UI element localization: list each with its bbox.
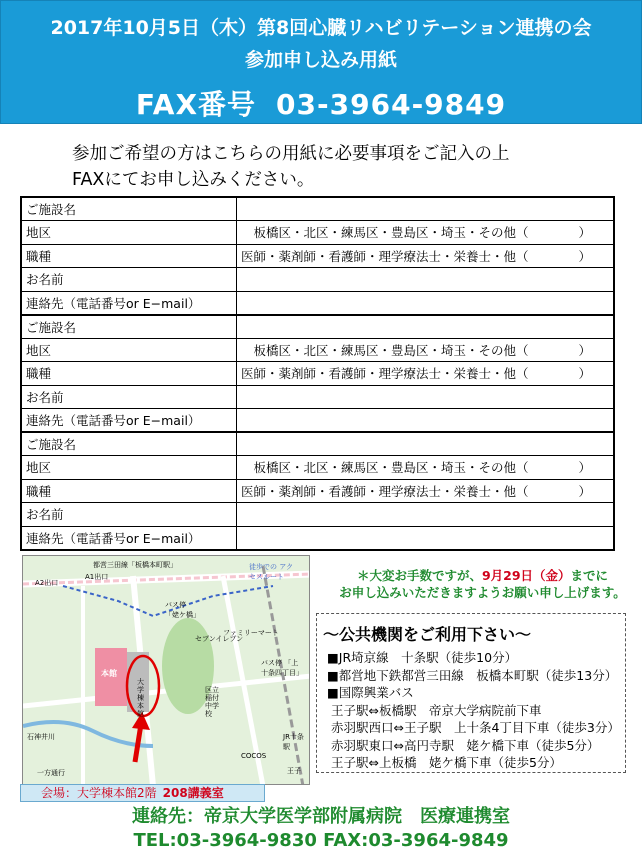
map-label-venue-building: 大学棟本館 [137, 678, 144, 718]
facility-label: ご施設名 [21, 432, 236, 456]
name-field[interactable] [236, 503, 614, 527]
map-label-access: 徒歩での アクセスルート [249, 563, 294, 581]
form-row-job [21, 362, 614, 386]
job-label: 職種 [21, 362, 236, 386]
form-row-name [21, 268, 614, 292]
map-label-bus-stop-1: バス停 「姥ケ橋」 [165, 601, 200, 619]
transit-title: ～公共機関をご利用下さい～ [323, 625, 532, 644]
form-row-job [21, 244, 614, 268]
contact-field[interactable] [236, 291, 614, 315]
area-label: 地区 [21, 221, 236, 245]
name-label: お名前 [21, 385, 236, 409]
map-label-seven-eleven: セブンイレブン [195, 635, 244, 643]
form-row-name [21, 503, 614, 527]
fax-number-heading [1, 83, 641, 123]
map-label-exit-a1: A1出口 [85, 573, 109, 581]
area-label: 地区 [21, 338, 236, 362]
facility-field[interactable] [236, 432, 614, 456]
fax-number: 03-3964-9849 [276, 88, 507, 121]
map-label-station: 都営三田線「板橋本町駅」 [93, 561, 177, 569]
form-row-area [21, 221, 614, 245]
map-label-school: 区立稲付中学校 [205, 686, 219, 718]
notice-line-2: お申し込みいただきますようお願い申し上げます。 [339, 585, 626, 600]
map-label-main-building: 本館 [101, 669, 117, 678]
map-label-family-mart: ファミリーマート [223, 629, 279, 637]
map-label-oji: 王子 [287, 767, 301, 775]
form-row-facility [21, 315, 614, 339]
intro-line-1: 参加ご希望の方はこちらの用紙に必要事項をご記入の上 [72, 144, 510, 164]
contact-label: 連絡先（電話番号or E−mail） [21, 291, 236, 315]
form-title: 参加申し込み用紙 [244, 49, 397, 71]
name-label: お名前 [21, 503, 236, 527]
form-row-name [21, 385, 614, 409]
fax-label: FAX番号 [135, 88, 257, 121]
form-row-facility [21, 197, 614, 221]
map-label-river: 石神井川 [27, 733, 55, 741]
venue-room: 208講義室 [162, 786, 224, 800]
access-map [22, 555, 310, 785]
map-label-bus-stop-2: バス停 「上十条四丁目」 [261, 659, 303, 677]
job-label: 職種 [21, 244, 236, 268]
contact-label: 連絡先（電話番号or E−mail） [21, 409, 236, 433]
area-options[interactable]: 板橋区・北区・練馬区・豊島区・埼玉・その他（ ） [236, 221, 614, 245]
form-row-contact [21, 409, 614, 433]
contact-field[interactable] [236, 526, 614, 550]
transit-line: ■国際興業バス [327, 685, 414, 700]
header-banner [0, 0, 642, 124]
name-label: お名前 [21, 268, 236, 292]
map-label-exit-a2: A2出口 [35, 579, 59, 587]
venue-building: 会場：大学棟本館2階 [41, 786, 157, 800]
contact-line-1: 連絡先：帝京大学医学部附属病院 医療連携室 [132, 806, 510, 827]
job-label: 職種 [21, 479, 236, 503]
transit-line: 王子駅⇔上板橋 姥ケ橋下車（徒歩5分） [331, 755, 562, 770]
facility-label: ご施設名 [21, 315, 236, 339]
form-row-area [21, 456, 614, 480]
area-label: 地区 [21, 456, 236, 480]
transit-line: 赤羽駅西口⇔王子駅 上十条4丁目下車（徒歩3分） [331, 720, 620, 735]
job-options[interactable]: 医師・薬剤師・看護師・理学療法士・栄養士・他（ ） [236, 362, 614, 386]
contact-footer [0, 806, 642, 854]
transit-box [316, 613, 626, 773]
transit-line: ■都営地下鉄都営三田線 板橋本町駅（徒歩13分） [327, 667, 618, 683]
facility-field[interactable] [236, 315, 614, 339]
name-field[interactable] [236, 385, 614, 409]
transit-line: ■JR埼京線 十条駅（徒歩10分） [327, 650, 518, 665]
contact-label: 連絡先（電話番号or E−mail） [21, 526, 236, 550]
intro-line-2: FAXにてお申し込みください。 [72, 170, 315, 190]
deadline-notice [335, 567, 630, 601]
venue-label [20, 784, 265, 802]
event-title: 2017年10月5日（木）第8回心臓リハビリテーション連携の会 [50, 17, 592, 39]
job-options[interactable]: 医師・薬剤師・看護師・理学療法士・栄養士・他（ ） [236, 244, 614, 268]
intro-text [72, 141, 510, 193]
form-row-job [21, 479, 614, 503]
notice-line-1 [335, 567, 630, 584]
name-field[interactable] [236, 268, 614, 292]
form-row-facility [21, 432, 614, 456]
form-row-contact [21, 526, 614, 550]
contact-line-2: TEL:03-3964-9830 FAX:03-3964-9849 [133, 830, 509, 851]
facility-label: ご施設名 [21, 197, 236, 221]
transit-line: 王子駅⇔板橋駅 帝京大学病院前下車 [331, 702, 542, 718]
job-options[interactable]: 医師・薬剤師・看護師・理学療法士・栄養士・他（ ） [236, 479, 614, 503]
map-label-station-jr: JR十条駅 [283, 733, 304, 751]
map-label-cocos: COCOS [241, 752, 267, 760]
area-options[interactable]: 板橋区・北区・練馬区・豊島区・埼玉・その他（ ） [236, 338, 614, 362]
notice-deadline: 9月29日（金） [481, 568, 571, 583]
facility-field[interactable] [236, 197, 614, 221]
registration-form [20, 196, 615, 551]
notice-suffix: までに [570, 568, 609, 583]
transit-line: 赤羽駅東口⇔高円寺駅 姥ケ橋下車（徒歩5分） [331, 737, 600, 753]
notice-prefix: ＊大変お手数ですが、 [356, 568, 482, 583]
contact-field[interactable] [236, 409, 614, 433]
form-row-area [21, 338, 614, 362]
form-row-contact [21, 291, 614, 315]
area-options[interactable]: 板橋区・北区・練馬区・豊島区・埼玉・その他（ ） [236, 456, 614, 480]
map-label-oneway: 一方通行 [37, 769, 65, 777]
